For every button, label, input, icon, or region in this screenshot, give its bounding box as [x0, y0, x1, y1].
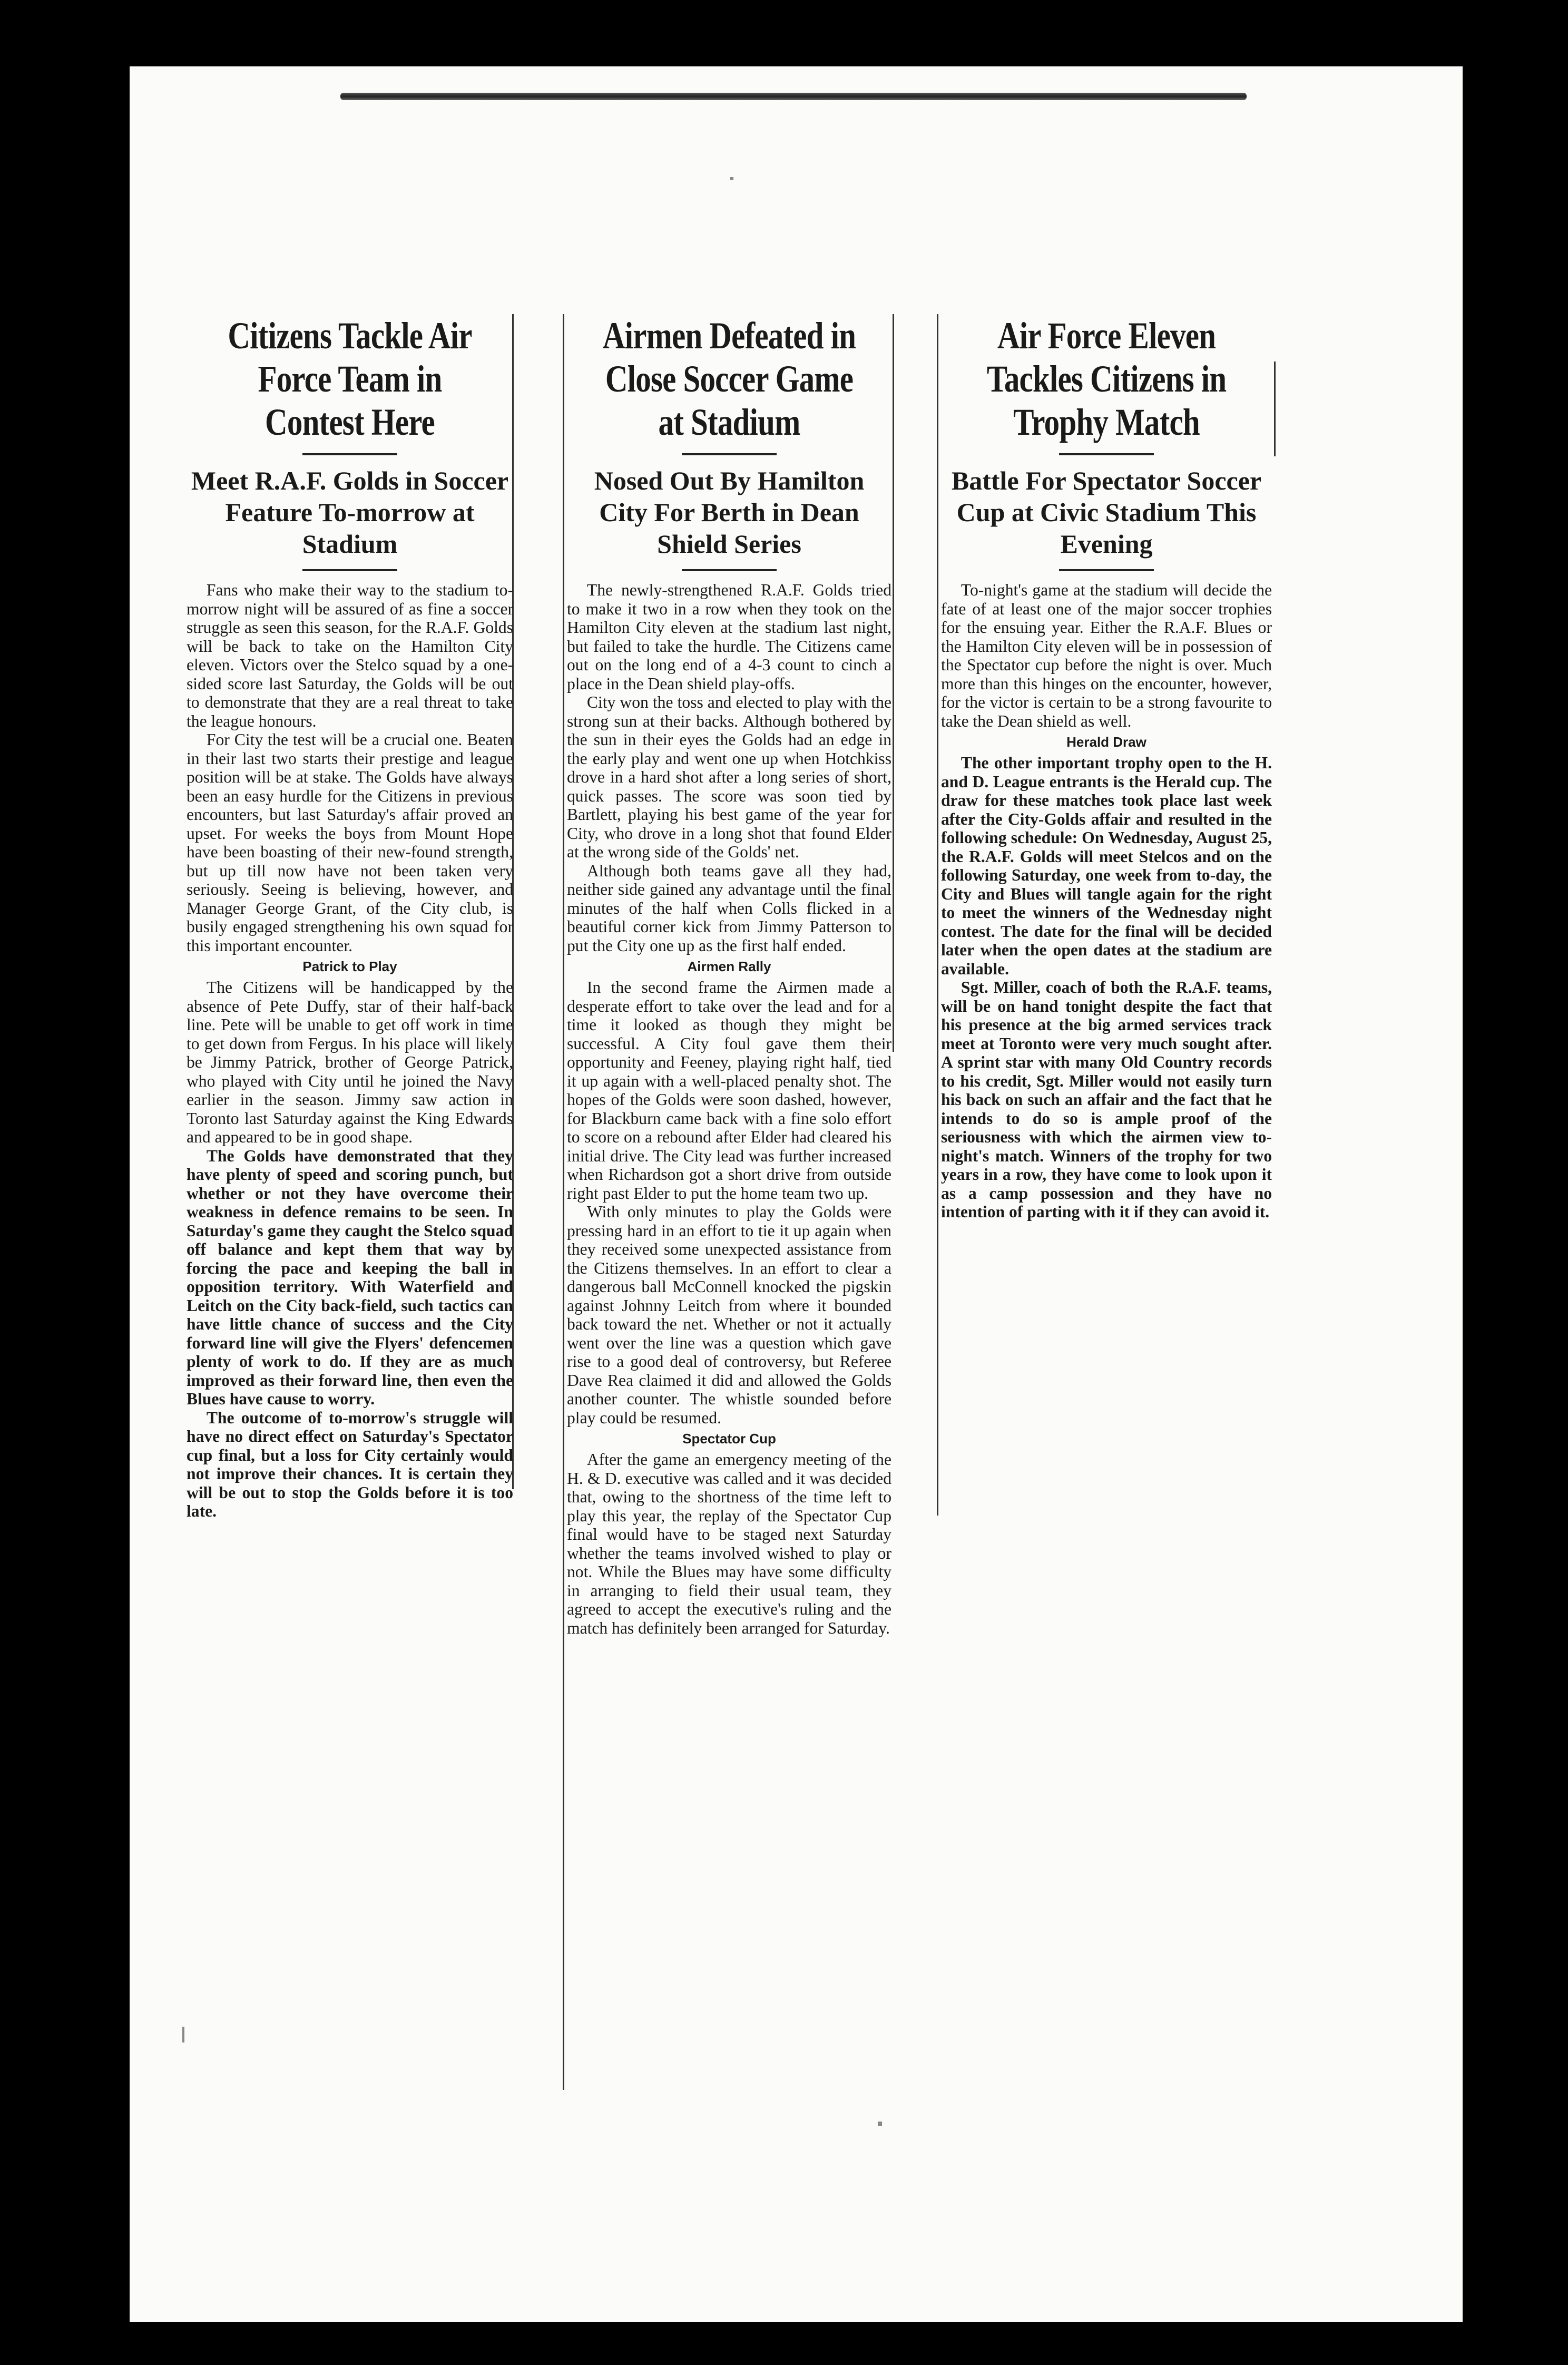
paragraph: Although both teams gave all they had, neither side gained any advantage until the final minutes of the half when Colls flicked in a beautiful corner kick from Jimmy Patterson to put the City one up as the first half ended.	[567, 861, 891, 955]
article-body	[187, 581, 513, 1521]
divider	[1059, 569, 1154, 571]
headline: Air Force Eleven Tackles Citizens in Trophy Match	[986, 315, 1227, 443]
article-air-force-eleven	[941, 314, 1272, 1221]
deck: Battle For Spectator Soccer Cup at Civic Stadium This Evening	[951, 466, 1262, 559]
paragraph: Sgt. Miller, coach of both the R.A.F. teams, will be on hand tonight despite the fact that his presence at the big armed services track meet at Toronto were very much sought after. A sprint star with many Old Country records to his credit, Sgt. Miller would not easily turn his back on such an affair and the fact that he intends to do so is ample proof of the seriousness with which the airmen view to-night's match. Winners of the trophy for two years in a row, they have come to look upon it as a camp possession and they have no intention of parting with it if they can avoid it.	[941, 978, 1272, 1221]
paragraph: City won the toss and elected to play with the strong sun at their backs. Although bothered by the sun in their eyes the Golds had an edge in the early play and went one up when Hotchkiss drove in a hard shot after a long series of short, quick passes. The score was soon tied by Bartlett, playing his best game of the year for City, who drove in a long shot that found Elder at the wrong side of the Golds' net.	[567, 693, 891, 861]
paragraph: The newly-strengthened R.A.F. Golds tried to make it two in a row when they took on the Hamilton City eleven at the stadium last night, but failed to take the hurdle. The Citizens came out on the long end of a 4-3 count to cinch a place in the Dean shield play-offs.	[567, 581, 891, 693]
paragraph: For City the test will be a crucial one. Beaten in their last two starts their prestige and league position will be at stake. The Golds have always been an easy hurdle for the Citizens in previous encounters, but last Saturday's affair proved an upset. For weeks the boys from Mount Hope have been boasting of their new-found strength, but up till now have not been taken very seriously. Seeing is believing, however, and Manager George Grant, of the City club, is busily engaged strengthening his own squad for this important encounter.	[187, 730, 513, 955]
column-divider	[937, 314, 938, 1516]
column-divider	[563, 314, 564, 2090]
subhead: Spectator Cup	[682, 1431, 776, 1447]
subhead: Herald Draw	[1066, 734, 1146, 750]
paragraph: The other important trophy open to the H. and D. League entrants is the Herald cup. The draw for these matches took place last week after the City-Golds affair and resulted in the following schedule: On Wednesday, August 25, the R.A.F. Golds will meet Stelcos and on the following Saturday, one week from to-day, the City and Blues will tangle again for the right to meet the winners of the Wednesday night contest. The date for the final will be decided later when the open dates at the stadium are available.	[941, 754, 1272, 978]
divider	[302, 453, 397, 455]
deck: Nosed Out By Hamilton City For Berth in Dean Shield Series	[594, 466, 865, 559]
headline: Citizens Tackle Air Force Team in Contest Here	[228, 315, 472, 443]
headline: Airmen Defeated in Close Soccer Game at Stadium	[602, 315, 856, 443]
article-airmen-defeated	[567, 314, 891, 1637]
scan-speck	[730, 177, 733, 180]
deck: Meet R.A.F. Golds in Soccer Feature To-morrow at Stadium	[191, 466, 509, 559]
column-divider	[893, 314, 894, 1052]
divider	[302, 569, 397, 571]
divider	[682, 453, 777, 455]
subhead: Patrick to Play	[302, 959, 397, 974]
divider	[1059, 453, 1154, 455]
article-body	[941, 581, 1272, 1221]
paragraph: The outcome of to-morrow's struggle will have no direct effect on Saturday's Spectator cup final, but a loss for City certainly would not improve their chances. It is certain they will be out to stop the Golds before it is too late.	[187, 1408, 513, 1520]
paragraph: To-night's game at the stadium will decide the fate of at least one of the major soccer trophies for the ensuing year. Either the R.A.F. Blues or the Hamilton City eleven will be in possession of the Spectator cup before the night is over. Much more than this hinges on the encounter, however, for the victor is certain to be a strong favourite to take the Dean shield as well.	[941, 581, 1272, 730]
top-rule	[340, 93, 1247, 100]
paragraph: With only minutes to play the Golds were pressing hard in an effort to tie it up again when they received some unexpected assistance from the Citizens themselves. In an effort to clear a dangerous ball McConnell knocked the pigskin against Johnny Leitch from where it bounded back toward the net. Whether or not it actually went over the line was a question which gave rise to a good deal of controversy, but Referee Dave Rea claimed it did and allowed the Golds another counter. The whistle sounded before play could be resumed.	[567, 1203, 891, 1427]
divider	[682, 569, 777, 571]
paragraph: In the second frame the Airmen made a desperate effort to take over the lead and for a time it looked as though they might be successful. A City foul gave them their opportunity and Feeney, playing right half, tied it up again with a well-placed penalty shot. The hopes of the Golds were soon dashed, however, for Blackburn came back with a fine solo effort to score on a rebound after Elder had cleared his initial drive. The City lead was further increased when Richardson got a short drive from outside right past Elder to put the home team two up.	[567, 978, 891, 1203]
column-divider	[1274, 361, 1276, 456]
clipping-sheet	[130, 66, 1463, 2322]
subhead: Airmen Rally	[687, 959, 771, 974]
paragraph: The Golds have demonstrated that they have plenty of speed and scoring punch, but whether or not they have overcome their weakness in defence remains to be seen. In Saturday's game they caught the Stelco squad off balance and kept them that way by forcing the pace and keeping the ball in opposition territory. With Waterfield and Leitch on the City back-field, such tactics can have little chance of success and the City forward line will give the Flyers' defencemen plenty of work to do. If they are as much improved as their forward line, then even the Blues have cause to worry.	[187, 1146, 513, 1408]
paragraph: The Citizens will be handicapped by the absence of Pete Duffy, star of their half-back line. Pete will be unable to get off work in time to get down from Fergus. In his place will likely be Jimmy Patrick, brother of George Patrick, who played with City until he joined the Navy earlier in the season. Jimmy saw action in Toronto last Saturday against the King Edwards and appeared to be in good shape.	[187, 978, 513, 1146]
article-body	[567, 581, 891, 1637]
article-citizens-tackle	[187, 314, 513, 1521]
scan-speck	[182, 2027, 184, 2042]
scan-speck	[878, 2122, 882, 2126]
paragraph: After the game an emergency meeting of the H. & D. executive was called and it was decided that, owing to the shortness of the time left to play this year, the replay of the Spectator Cup final would have to be staged next Saturday whether the teams involved wished to play or not. While the Blues may have some difficulty in arranging to field their usual team, they agreed to accept the executive's ruling and the match has definitely been arranged for Saturday.	[567, 1450, 891, 1637]
paragraph: Fans who make their way to the stadium to-morrow night will be assured of as fine a soccer struggle as seen this season, for the R.A.F. Golds will be back to take on the Hamilton City eleven. Victors over the Stelco squad by a one-sided score last Saturday, the Golds will be out to demonstrate that they are a real threat to take the league honours.	[187, 581, 513, 730]
